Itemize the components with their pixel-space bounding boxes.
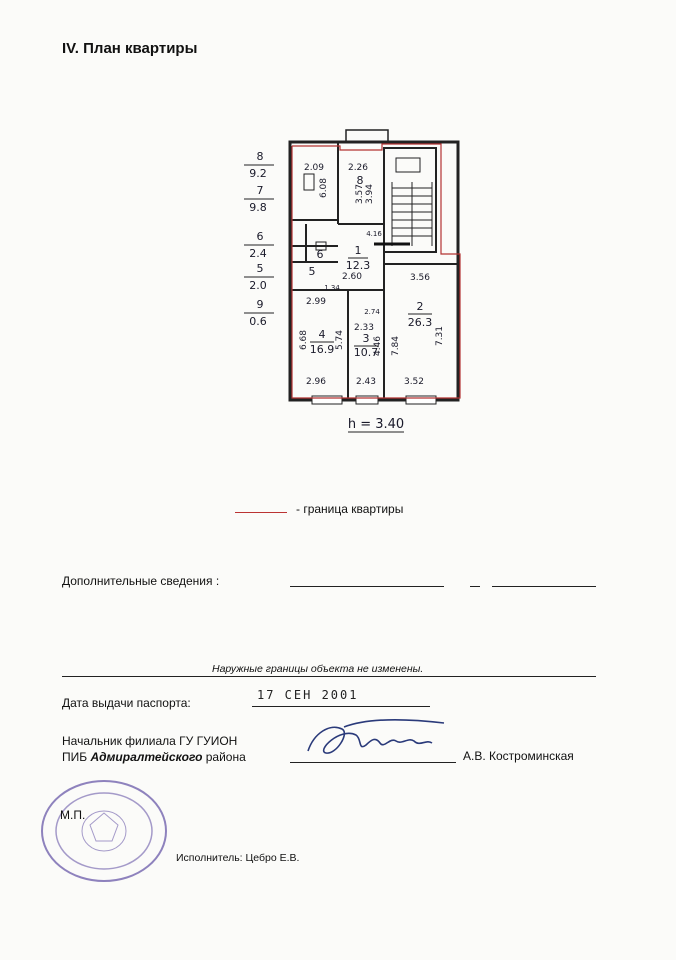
issue-date-line: [252, 706, 430, 707]
dimension-label: 3.52: [403, 377, 425, 387]
page-title: IV. План квартиры: [62, 40, 198, 57]
room-number: 1: [354, 244, 362, 257]
additional-info-line: [470, 586, 480, 587]
stamp-label: М.П.: [60, 808, 86, 822]
room-number: 2: [416, 300, 424, 313]
floor-plan: [236, 124, 476, 442]
room-area: 16.9: [309, 343, 335, 356]
executor: Исполнитель: Цебро Е.В.: [176, 852, 300, 864]
additional-info-label: Дополнительные сведения :: [62, 574, 220, 588]
official-seal-stamp: [38, 775, 173, 885]
room-number: 6: [316, 248, 324, 261]
room-number: 5: [308, 265, 316, 278]
additional-info-line: [290, 586, 444, 587]
signature: [300, 715, 450, 763]
area-index-room: 9: [256, 298, 264, 311]
dimension-label: 7.84: [391, 335, 401, 357]
chief-title-line2: [62, 750, 246, 764]
dimension-label: 7.31: [435, 325, 445, 347]
dimension-label: 3.56: [409, 273, 431, 283]
room-number: 3: [362, 332, 370, 345]
chief-prefix: ПИБ: [62, 750, 91, 764]
area-index-area: 0.6: [249, 315, 267, 328]
room-area: 10.7: [353, 346, 379, 359]
chief-suffix: района: [202, 750, 246, 764]
dimension-label: 4.16: [366, 230, 382, 238]
area-index-room: 6: [256, 230, 264, 243]
area-index-room: 7: [256, 184, 264, 197]
dimension-label: 2.26: [347, 163, 369, 173]
border-legend-line: [235, 512, 287, 513]
dimension-label: 6.68: [299, 329, 309, 351]
dimension-label: 6.08: [319, 177, 329, 199]
dimension-label: 2.99: [305, 297, 327, 307]
dimension-label: 1.34: [324, 284, 340, 292]
issue-date-label: Дата выдачи паспорта:: [62, 696, 191, 710]
area-index-area: 9.2: [249, 167, 267, 180]
ceiling-height: h = 3.40: [347, 417, 405, 432]
room-area: 26.3: [407, 316, 433, 329]
chief-title-line1: Начальник филиала ГУ ГУИОН: [62, 734, 238, 748]
area-index-area: 2.0: [249, 279, 267, 292]
room-number: 4: [318, 328, 326, 341]
signer-name: А.В. Костроминская: [463, 749, 574, 763]
area-index-area: 9.8: [249, 201, 267, 214]
dimension-label: 5.74: [335, 329, 345, 351]
dimension-label: 3.94: [365, 183, 375, 205]
area-index-room: 8: [256, 150, 264, 163]
borders-note: Наружные границы объекта не изменены.: [212, 663, 424, 675]
issue-date-stamp: 17 СЕН 2001: [257, 688, 359, 702]
dimension-label: 2.74: [364, 308, 380, 316]
dimension-label: 2.96: [305, 377, 327, 387]
additional-info-line: [492, 586, 596, 587]
note-underline: [62, 676, 596, 677]
floor-plan-svg: [236, 124, 476, 442]
dimension-label: 2.43: [355, 377, 377, 387]
dimension-label: 4.46: [373, 335, 383, 357]
dimension-label: 2.09: [303, 163, 325, 173]
area-index-room: 5: [256, 262, 264, 275]
chief-district: Адмиралтейского: [90, 750, 203, 764]
room-area: 12.3: [345, 259, 371, 272]
dimension-label: 2.60: [341, 272, 363, 282]
dimension-label: 3.57: [355, 183, 365, 205]
area-index-area: 2.4: [249, 247, 267, 260]
room-number: 8: [356, 174, 364, 187]
dimension-label: 2.33: [353, 323, 375, 333]
border-legend-text: - граница квартиры: [296, 502, 404, 516]
